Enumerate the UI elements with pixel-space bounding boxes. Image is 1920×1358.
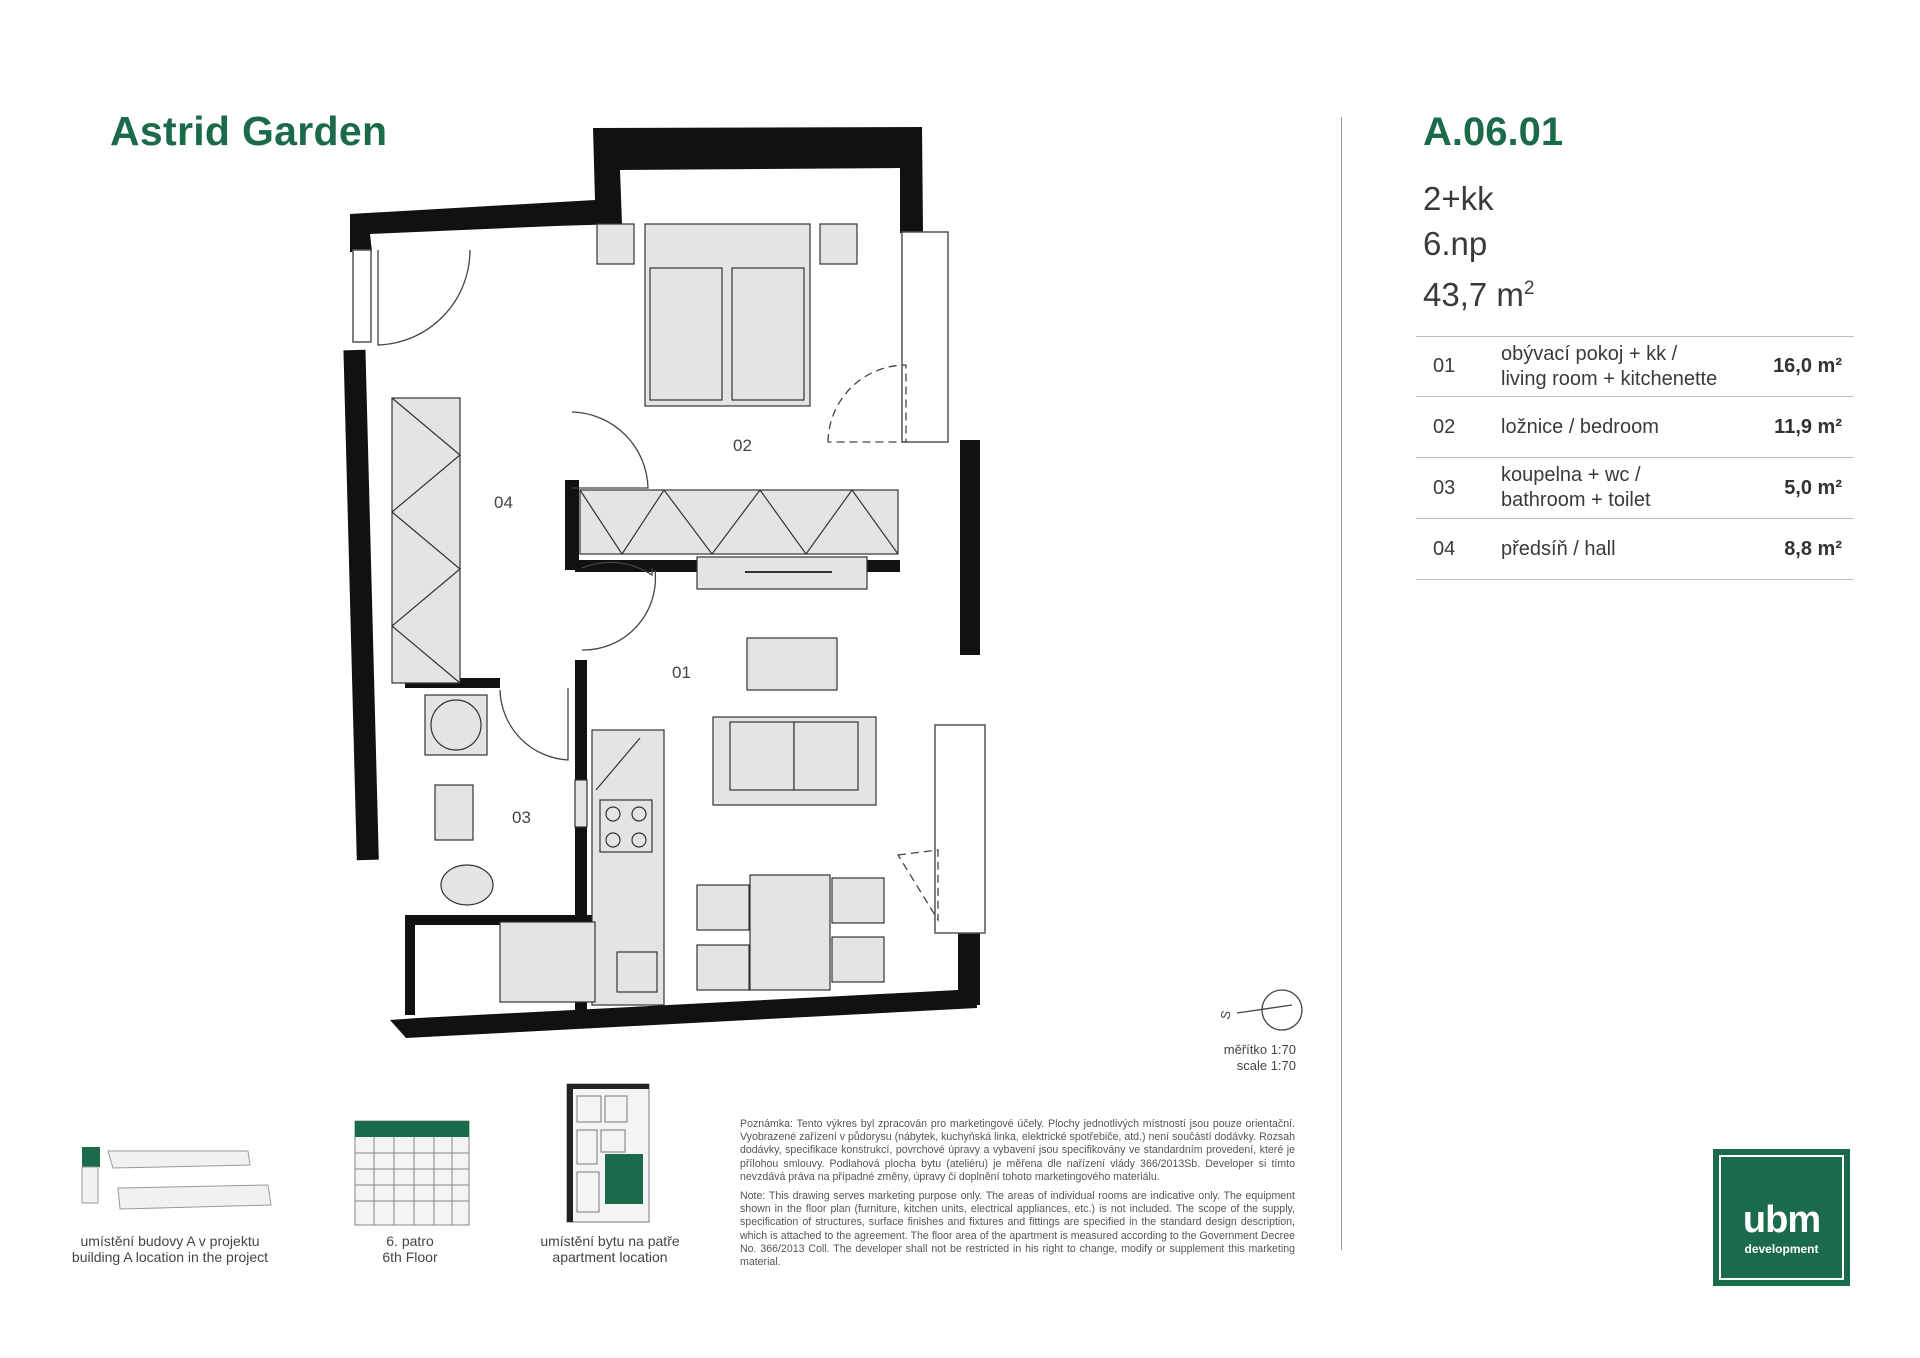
compass-letter: S bbox=[1217, 1009, 1234, 1021]
site-caption: umístění budovy A v projektu building A location in the project bbox=[71, 1233, 269, 1265]
unit-floor: 6.np bbox=[1423, 225, 1488, 262]
logo-frame bbox=[1719, 1155, 1844, 1280]
room-area: 5,0 m² bbox=[1784, 476, 1842, 499]
room-area: 11,9 m² bbox=[1774, 415, 1842, 438]
logo-sub: development bbox=[1744, 1242, 1819, 1256]
room-area: 16,0 m² bbox=[1773, 355, 1842, 377]
room-label-04: 04 bbox=[494, 493, 513, 512]
unit-layout: 2+kk bbox=[1423, 180, 1494, 217]
chair bbox=[697, 885, 749, 930]
coffee-table bbox=[747, 638, 837, 690]
toilet bbox=[441, 865, 493, 905]
washing-machine bbox=[500, 922, 595, 1002]
unit-code: A.06.01 bbox=[1423, 110, 1564, 154]
apartment-caption: umístění bytu na patře apartment location bbox=[540, 1233, 680, 1265]
apartment-thumbnail bbox=[565, 1082, 651, 1224]
room-row bbox=[1416, 396, 1854, 457]
radiator bbox=[575, 780, 587, 827]
nightstand-left bbox=[597, 224, 634, 264]
ubm-logo bbox=[1713, 1149, 1850, 1286]
window-hall bbox=[353, 250, 371, 342]
room-row bbox=[1416, 518, 1854, 580]
chair bbox=[697, 945, 749, 990]
room-label-03: 03 bbox=[512, 808, 531, 827]
divider bbox=[1341, 117, 1342, 1250]
brand-title: Astrid Garden bbox=[110, 108, 388, 154]
room-num: 02 bbox=[1433, 415, 1456, 438]
room-name: předsíň / hall bbox=[1501, 537, 1616, 560]
room-num: 01 bbox=[1433, 355, 1456, 377]
floor-thumbnail bbox=[354, 1120, 470, 1226]
chair bbox=[832, 937, 884, 982]
room-area: 8,8 m² bbox=[1784, 537, 1842, 560]
disclaimer-note bbox=[740, 1118, 1295, 1275]
unit-area: 43,7 $m^2$ bbox=[1423, 276, 1535, 313]
floor-6-marker bbox=[355, 1121, 469, 1137]
compass-icon bbox=[1210, 985, 1310, 1035]
kitchen-sink bbox=[617, 952, 657, 992]
scale-label bbox=[1190, 1042, 1296, 1074]
site-thumbnail bbox=[78, 1143, 278, 1223]
floor-plan bbox=[340, 118, 1000, 1048]
nightstand-right bbox=[820, 224, 857, 264]
note-cz: Poznámka: Tento výkres byl zpracován pro marketingové účely. Plochy jednotlivých místností jsou pouze orientační. Vyobrazené zařízení v půdorysu (nábytek, kuchyňská linka, elektrické spotřebiče, atd.) není součástí dodávky. Rozsah dodávky, specifikace konstrukcí, povrchové úpravy a vybavení jsou specifikovány ve standardním provedení, které je přílohou smlouvy. Podlahová plocha bytu (ateliéru) je měřena dle nařízení vlády 366/2013Sb. Developer si tímto nevzdává práva na případné změny, úpravy či doplnění tohoto marketingového materiálu. bbox=[740, 1118, 1295, 1183]
floor-caption: 6. patro 6th Floor bbox=[382, 1233, 438, 1265]
room-label-02: 02 bbox=[733, 436, 752, 455]
window-bedroom bbox=[902, 232, 948, 442]
window-living bbox=[935, 725, 985, 933]
logo-word: ubm bbox=[1742, 1199, 1821, 1241]
room-table bbox=[1416, 336, 1854, 580]
room-num: 03 bbox=[1433, 476, 1456, 499]
scale-en: scale 1:70 bbox=[1236, 1058, 1296, 1073]
scale-cz: měřítko 1:70 bbox=[1223, 1042, 1296, 1057]
building-a-marker bbox=[82, 1147, 100, 1167]
bathroom-sink bbox=[435, 785, 473, 840]
room-name: ložnice / bedroom bbox=[1501, 415, 1659, 438]
room-row bbox=[1416, 336, 1854, 396]
room-name: koupelna + wc / bathroom + toilet bbox=[1501, 464, 1651, 511]
dining-table bbox=[750, 875, 830, 990]
room-label-01: 01 bbox=[672, 663, 691, 682]
room-name: obývací pokoj + kk / living room + kitchenette bbox=[1501, 342, 1718, 390]
unit-info bbox=[1423, 176, 1534, 317]
room-num: 04 bbox=[1433, 537, 1456, 560]
apartment-marker bbox=[605, 1154, 643, 1204]
note-en: Note: This drawing serves marketing purpose only. The areas of individual rooms are indicative only. The equipment shown in the floor plan (furniture, kitchen units, electrical appliances, etc.) is not included. The scope of the supply, specification of structures, surface finishes and fixtures and fittings are specified in the standard design description, which is attached to the agreement. The floor area of the apartment is measured according to the Government Decree No. 366/2013 Coll. The developer shall not be restricted in his right to change, modify or supplement this marketing material. bbox=[740, 1190, 1295, 1269]
room-row bbox=[1416, 457, 1854, 518]
chair bbox=[832, 878, 884, 923]
